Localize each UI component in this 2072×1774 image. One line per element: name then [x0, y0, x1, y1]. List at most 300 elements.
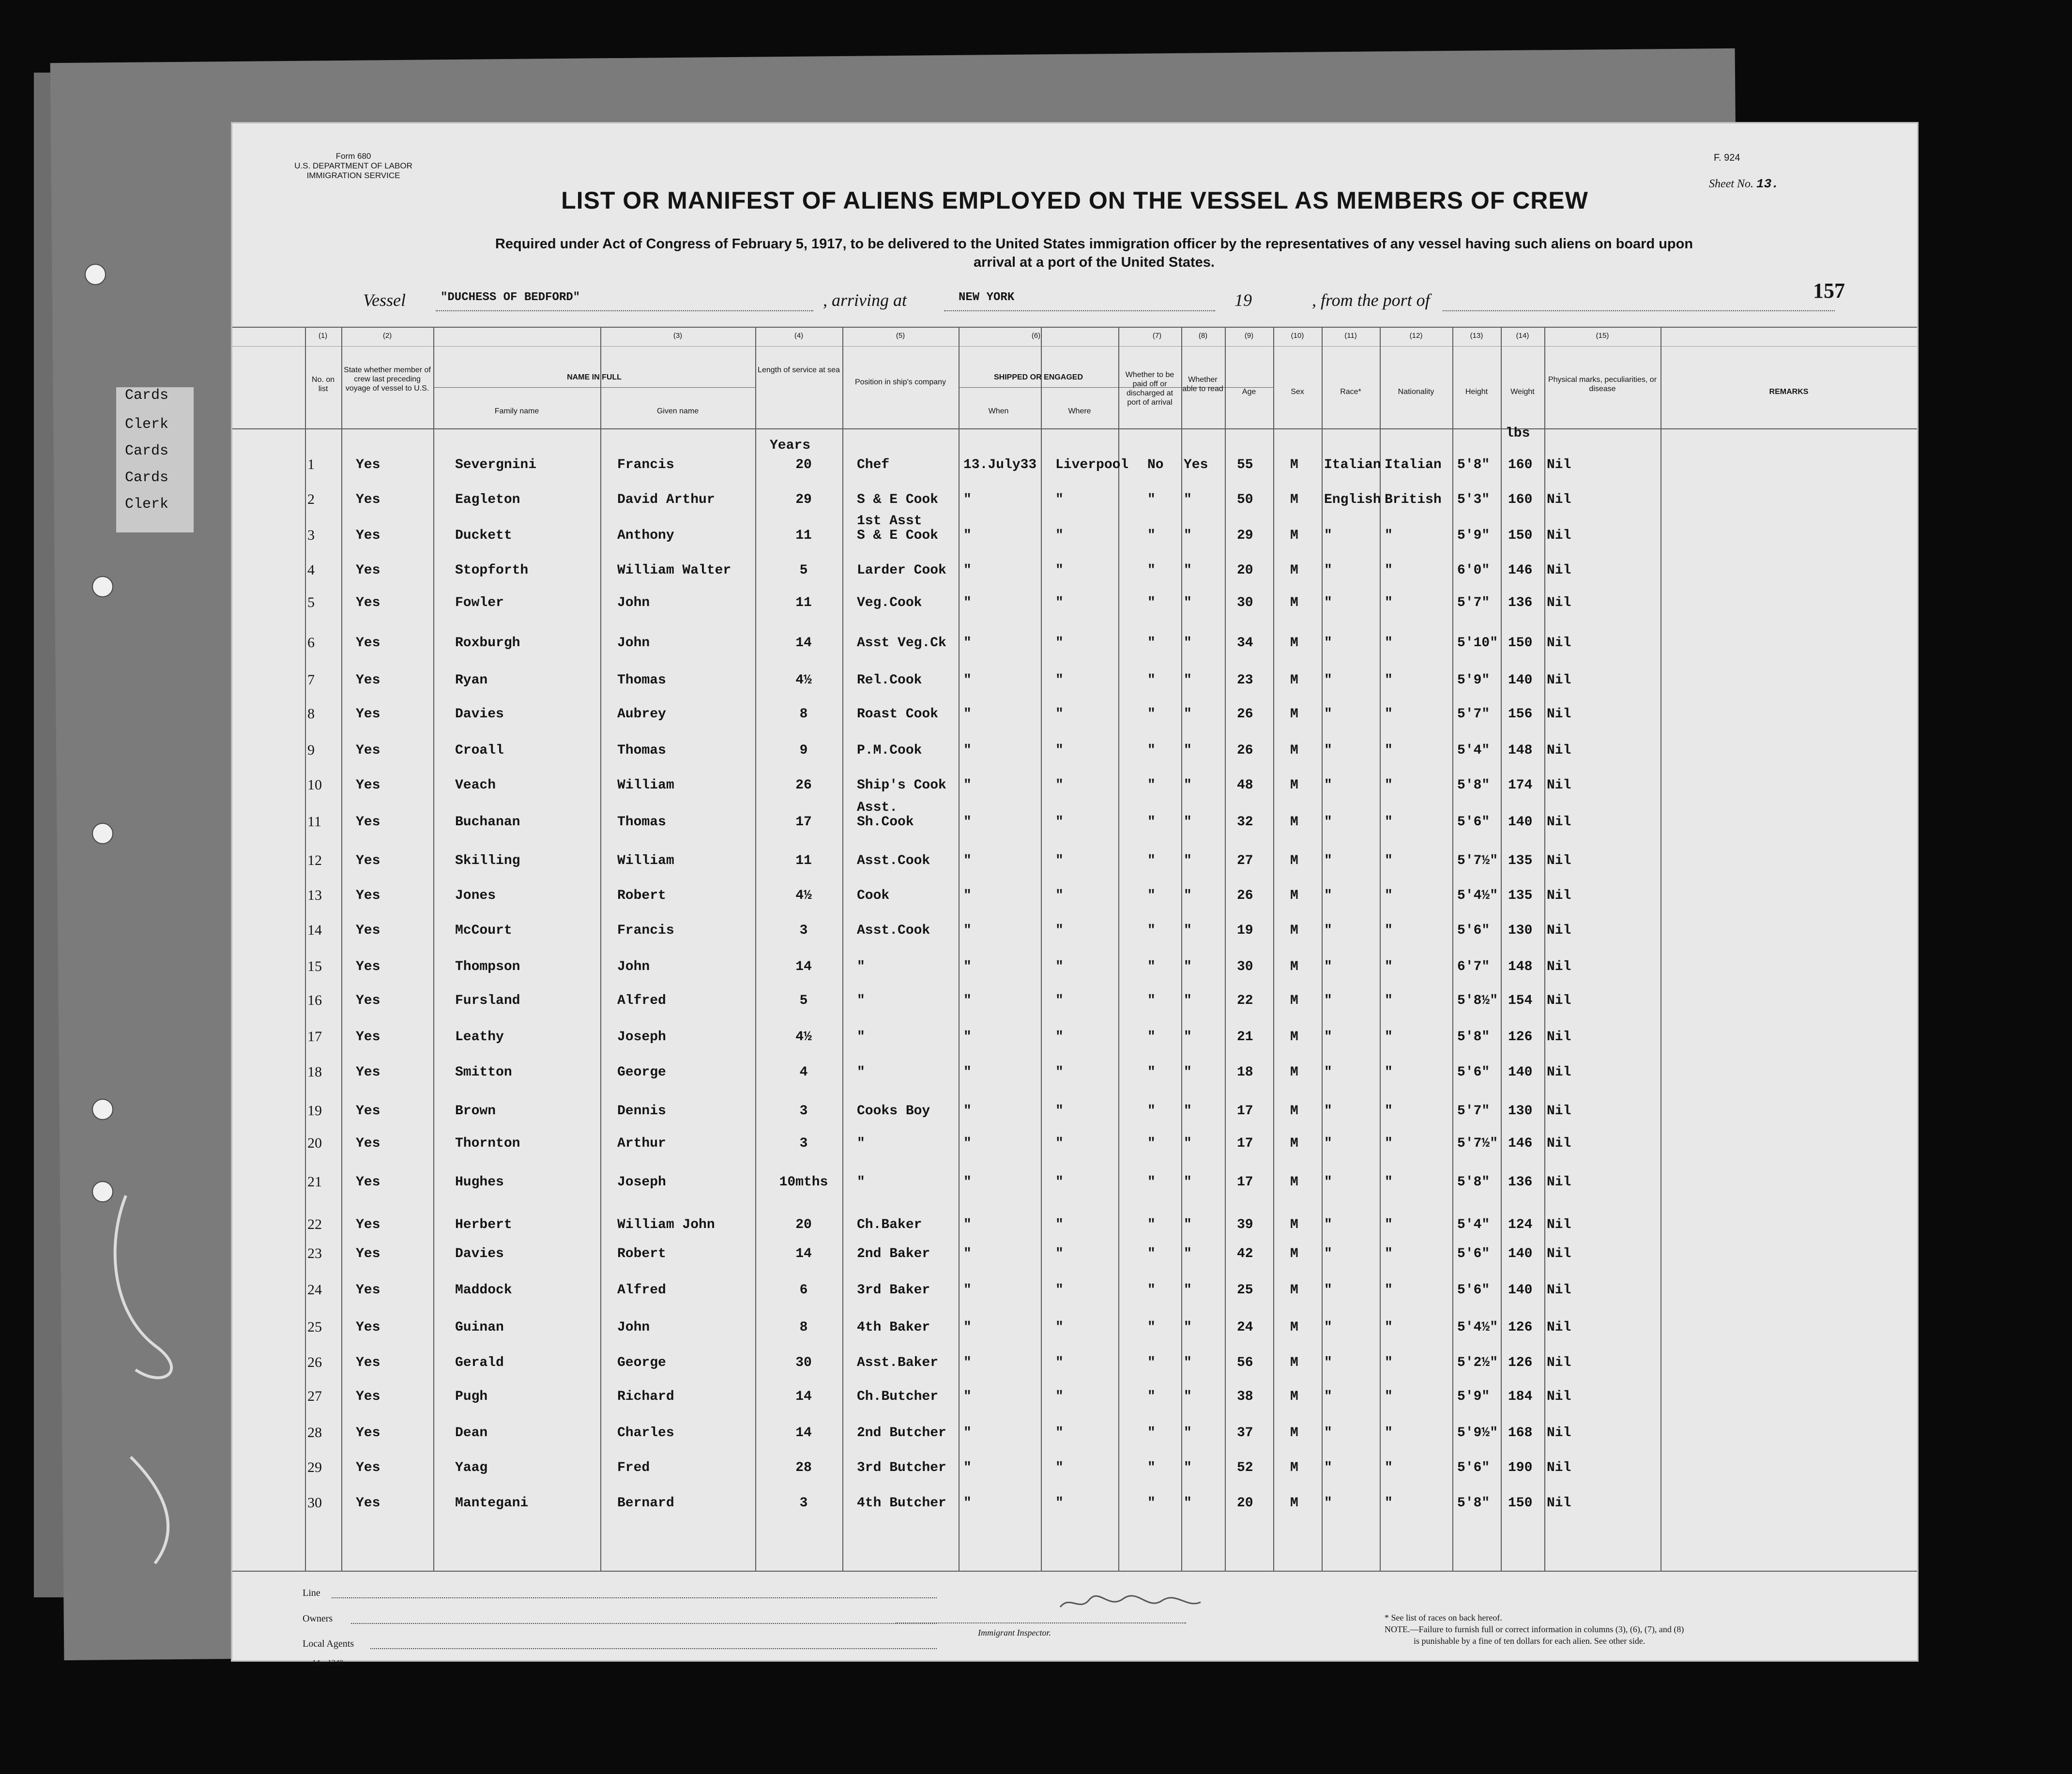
height: 5'8" — [1457, 457, 1490, 472]
row-number: 19 — [307, 1103, 322, 1119]
weight: 150 — [1508, 636, 1533, 651]
height: 5'8" — [1457, 1175, 1490, 1190]
nationality: " — [1385, 743, 1393, 758]
race: " — [1324, 1460, 1332, 1475]
age: 26 — [1237, 888, 1253, 903]
service: IMMIGRATION SERVICE — [306, 171, 400, 180]
height: 5'6" — [1457, 1246, 1490, 1261]
shipped-where: " — [1055, 563, 1064, 578]
row-number: 23 — [307, 1245, 322, 1261]
position: Asst. — [857, 800, 898, 815]
shipped-where: " — [1055, 778, 1064, 793]
able-to-read: " — [1184, 1175, 1192, 1190]
family-name: Pugh — [455, 1389, 488, 1404]
height: 5'9½" — [1457, 1425, 1498, 1440]
service-length: 20 — [795, 1217, 812, 1232]
shipped-where: " — [1055, 1320, 1064, 1335]
shipped-when: " — [963, 1217, 972, 1232]
given-name: William Walter — [617, 563, 731, 578]
family-name: Skilling — [455, 853, 520, 868]
footer-agents-label: Local Agents — [303, 1638, 354, 1649]
position-line-2: S & E Cook — [857, 528, 939, 543]
physical-marks: Nil — [1547, 1496, 1571, 1511]
footer-note-penalty: NOTE.—Failure to furnish full or correct information in columns (3), (6), (7), and (8) — [1385, 1624, 1684, 1634]
paid-off: " — [1147, 673, 1156, 688]
given-name: Bernard — [617, 1496, 674, 1511]
nationality: " — [1385, 993, 1393, 1008]
age: 26 — [1237, 743, 1253, 758]
position: " — [857, 959, 865, 974]
able-to-read: Yes — [1184, 457, 1208, 472]
position: 2nd Baker — [857, 1246, 930, 1261]
service-length: 28 — [795, 1460, 812, 1475]
nationality: " — [1385, 1246, 1393, 1261]
service-length: 29 — [795, 492, 812, 507]
able-to-read: " — [1184, 1389, 1192, 1404]
header-where: Where — [1068, 407, 1091, 415]
nationality: " — [1385, 636, 1393, 651]
position: Cook — [857, 888, 890, 903]
paid-off: " — [1147, 853, 1156, 868]
shipped-where: " — [1055, 853, 1064, 868]
shipped-when: " — [963, 1320, 972, 1335]
row-number: 28 — [307, 1425, 322, 1440]
shipped-when: " — [963, 815, 972, 830]
physical-marks: Nil — [1547, 743, 1571, 758]
shipped-where: " — [1055, 1246, 1064, 1261]
able-to-read: " — [1184, 923, 1192, 938]
shipped-when: " — [963, 673, 972, 688]
service-length: 5 — [799, 993, 808, 1008]
paid-off: " — [1147, 1496, 1156, 1511]
race: " — [1324, 888, 1332, 903]
weight: 146 — [1508, 563, 1533, 578]
family-name: Davies — [455, 707, 504, 722]
weight: 168 — [1508, 1425, 1533, 1440]
age: 42 — [1237, 1246, 1253, 1261]
given-name: Richard — [617, 1389, 674, 1404]
nationality: " — [1385, 1283, 1393, 1298]
nationality: " — [1385, 1355, 1393, 1370]
paid-off: " — [1147, 528, 1156, 543]
paid-off: " — [1147, 778, 1156, 793]
race: " — [1324, 707, 1332, 722]
age: 48 — [1237, 778, 1253, 793]
header-name-in-full: NAME IN FULL — [567, 373, 622, 381]
row-number: 22 — [307, 1216, 322, 1232]
age: 18 — [1237, 1065, 1253, 1080]
able-to-read: " — [1184, 778, 1192, 793]
column-number: (9) — [1244, 332, 1254, 340]
race: " — [1324, 993, 1332, 1008]
paid-off: " — [1147, 1175, 1156, 1190]
age: 39 — [1237, 1217, 1253, 1232]
paid-off: " — [1147, 1460, 1156, 1475]
row-number: 8 — [307, 706, 315, 722]
service-length: 4 — [799, 1065, 808, 1080]
crew-member-flag: Yes — [356, 528, 381, 543]
race: " — [1324, 1246, 1332, 1261]
sex: M — [1290, 1175, 1298, 1190]
physical-marks: Nil — [1547, 815, 1571, 830]
weight: 135 — [1508, 853, 1533, 868]
age: 32 — [1237, 815, 1253, 830]
punch-hole — [85, 264, 106, 285]
age: 22 — [1237, 993, 1253, 1008]
position: Veg.Cook — [857, 595, 922, 610]
vessel-label: Vessel — [363, 290, 406, 310]
paid-off: " — [1147, 1320, 1156, 1335]
age: 19 — [1237, 923, 1253, 938]
family-name: Veach — [455, 778, 496, 793]
family-name: Guinan — [455, 1320, 504, 1335]
service-length: 3 — [799, 1496, 808, 1511]
form-code: 14—1240 — [312, 1659, 343, 1667]
family-name: Ryan — [455, 673, 488, 688]
column-number: (13) — [1470, 332, 1483, 340]
service-length: 30 — [795, 1355, 812, 1370]
able-to-read: " — [1184, 1136, 1192, 1151]
sex: M — [1290, 1425, 1298, 1440]
weight: 140 — [1508, 1246, 1533, 1261]
family-name: Croall — [455, 743, 504, 758]
paid-off: " — [1147, 959, 1156, 974]
weight: 160 — [1508, 492, 1533, 507]
given-name: William — [617, 778, 674, 793]
header-age: Age — [1242, 388, 1256, 396]
nationality: " — [1385, 1217, 1393, 1232]
header-no-on-list: No. on list — [311, 376, 335, 393]
family-name: McCourt — [455, 923, 512, 938]
sex: M — [1290, 1389, 1298, 1404]
weight: 140 — [1508, 673, 1533, 688]
weight: 160 — [1508, 457, 1533, 472]
service-length: 4½ — [795, 888, 812, 903]
form-number: Form 680 — [335, 152, 371, 161]
nationality: " — [1385, 778, 1393, 793]
sex: M — [1290, 595, 1298, 610]
nationality: " — [1385, 1104, 1393, 1119]
paid-off: " — [1147, 707, 1156, 722]
sex: M — [1290, 778, 1298, 793]
nationality: " — [1385, 707, 1393, 722]
given-name: Robert — [617, 1246, 666, 1261]
row-number: 7 — [307, 672, 315, 688]
row-number: 11 — [307, 814, 321, 830]
service-length: 11 — [795, 853, 812, 868]
family-name: Severgnini — [455, 457, 537, 472]
race: " — [1324, 743, 1332, 758]
nationality: " — [1385, 1065, 1393, 1080]
crew-member-flag: Yes — [356, 1283, 381, 1298]
side-card-label: Clerk — [125, 416, 169, 433]
crew-member-flag: Yes — [356, 1425, 381, 1440]
header-shipped-or-engaged: SHIPPED OR ENGAGED — [993, 373, 1083, 381]
service-length: 8 — [799, 1320, 808, 1335]
physical-marks: Nil — [1547, 673, 1571, 688]
service-length: 14 — [795, 636, 812, 651]
given-name: Joseph — [617, 1030, 666, 1045]
sex: M — [1290, 1246, 1298, 1261]
sheet-label: Sheet No. — [1709, 178, 1753, 190]
punch-hole — [92, 823, 113, 844]
position: Ship's Cook — [857, 778, 946, 793]
nationality: " — [1385, 673, 1393, 688]
shipped-where: " — [1055, 743, 1064, 758]
given-name: Robert — [617, 888, 666, 903]
physical-marks: Nil — [1547, 1175, 1571, 1190]
given-name: Francis — [617, 457, 674, 472]
race: " — [1324, 1065, 1332, 1080]
shipped-where: " — [1055, 1104, 1064, 1119]
weight: 130 — [1508, 1104, 1533, 1119]
inspector-signature — [1017, 1590, 1268, 1619]
crew-member-flag: Yes — [356, 1217, 381, 1232]
able-to-read: " — [1184, 888, 1192, 903]
able-to-read: " — [1184, 853, 1192, 868]
able-to-read: " — [1184, 673, 1192, 688]
physical-marks: Nil — [1547, 457, 1571, 472]
given-name: Alfred — [617, 993, 666, 1008]
race: Italian — [1324, 457, 1381, 472]
sheet-number: 13. — [1756, 177, 1779, 191]
nationality: " — [1385, 1320, 1393, 1335]
family-name: Jones — [455, 888, 496, 903]
family-name: Maddock — [455, 1283, 512, 1298]
race: " — [1324, 636, 1332, 651]
nationality: " — [1385, 1425, 1393, 1440]
paid-off: " — [1147, 1217, 1156, 1232]
shipped-where: " — [1055, 492, 1064, 507]
form-title: LIST OR MANIFEST OF ALIENS EMPLOYED ON THE VESSEL AS MEMBERS OF CREW — [561, 187, 1588, 214]
crew-member-flag: Yes — [356, 1030, 381, 1045]
able-to-read: " — [1184, 1425, 1192, 1440]
given-name: Thomas — [617, 673, 666, 688]
row-number: 3 — [307, 527, 315, 543]
crew-member-flag: Yes — [356, 815, 381, 830]
height: 5'9" — [1457, 673, 1490, 688]
weight: 126 — [1508, 1320, 1533, 1335]
age: 20 — [1237, 1496, 1253, 1511]
weight: 190 — [1508, 1460, 1533, 1475]
service-length: 4½ — [795, 673, 812, 688]
sex: M — [1290, 492, 1298, 507]
shipped-when: " — [963, 1104, 972, 1119]
position: Chef — [857, 457, 890, 472]
sex: M — [1290, 1030, 1298, 1045]
given-name: George — [617, 1065, 666, 1080]
physical-marks: Nil — [1547, 1217, 1571, 1232]
column-number: (11) — [1344, 332, 1357, 340]
sex: M — [1290, 815, 1298, 830]
height: 5'6" — [1457, 1283, 1490, 1298]
race: " — [1324, 1425, 1332, 1440]
shipped-when: " — [963, 528, 972, 543]
nationality: " — [1385, 1496, 1393, 1511]
race: " — [1324, 528, 1332, 543]
side-card-label: Cards — [125, 470, 169, 486]
column-number: (6) — [1031, 332, 1041, 340]
paid-off: " — [1147, 743, 1156, 758]
weight: 184 — [1508, 1389, 1533, 1404]
physical-marks: Nil — [1547, 707, 1571, 722]
crew-member-flag: Yes — [356, 1320, 381, 1335]
nationality: " — [1385, 1389, 1393, 1404]
shipped-where: " — [1055, 959, 1064, 974]
family-name: Brown — [455, 1104, 496, 1119]
weight: 126 — [1508, 1355, 1533, 1370]
weight: 140 — [1508, 1065, 1533, 1080]
header-position: Position in ship's company — [854, 378, 946, 386]
race: " — [1324, 563, 1332, 578]
race: " — [1324, 778, 1332, 793]
shipped-when: " — [963, 888, 972, 903]
race: " — [1324, 1496, 1332, 1511]
column-number: (14) — [1516, 332, 1529, 340]
paid-off: " — [1147, 563, 1156, 578]
side-card-label: Cards — [125, 443, 169, 459]
height: 5'7½" — [1457, 1136, 1498, 1151]
service-length: 14 — [795, 959, 812, 974]
age: 34 — [1237, 636, 1253, 651]
given-name: John — [617, 1320, 650, 1335]
shipped-when: " — [963, 1065, 972, 1080]
able-to-read: " — [1184, 1355, 1192, 1370]
physical-marks: Nil — [1547, 1283, 1571, 1298]
weight: 130 — [1508, 923, 1533, 938]
physical-marks: Nil — [1547, 1065, 1571, 1080]
paid-off: " — [1147, 636, 1156, 651]
family-name: Gerald — [455, 1355, 504, 1370]
column-number: (1) — [318, 332, 328, 340]
sex: M — [1290, 993, 1298, 1008]
paid-off: " — [1147, 1030, 1156, 1045]
manifest-sheet — [232, 123, 1917, 1667]
shipped-when: " — [963, 923, 972, 938]
service-length: 14 — [795, 1246, 812, 1261]
weight: 156 — [1508, 707, 1533, 722]
nationality: " — [1385, 959, 1393, 974]
header-paid-off: Whether to be paid off or discharged at port of arrival — [1125, 371, 1174, 407]
age: 50 — [1237, 492, 1253, 507]
nationality: " — [1385, 528, 1393, 543]
sex: M — [1290, 1496, 1298, 1511]
physical-marks: Nil — [1547, 1136, 1571, 1151]
race: " — [1324, 923, 1332, 938]
row-number: 14 — [307, 922, 322, 938]
height: 5'7" — [1457, 1104, 1490, 1119]
nationality: " — [1385, 888, 1393, 903]
physical-marks: Nil — [1547, 595, 1571, 610]
height: 5'6" — [1457, 923, 1490, 938]
height: 5'4½" — [1457, 888, 1498, 903]
paid-off: " — [1147, 1355, 1156, 1370]
position: Roast Cook — [857, 707, 939, 722]
height: 5'6" — [1457, 815, 1490, 830]
service-length: 8 — [799, 707, 808, 722]
shipped-where: " — [1055, 1283, 1064, 1298]
form-subtitle-2: arrival at a port of the United States. — [974, 255, 1215, 270]
sex: M — [1290, 959, 1298, 974]
weight: 140 — [1508, 815, 1533, 830]
height: 5'9" — [1457, 528, 1490, 543]
shipped-where: " — [1055, 1065, 1064, 1080]
row-number: 29 — [307, 1459, 322, 1475]
shipped-where: " — [1055, 707, 1064, 722]
punch-hole — [92, 576, 113, 597]
weight: 154 — [1508, 993, 1533, 1008]
position-line-2: Sh.Cook — [857, 815, 914, 830]
height: 5'7½" — [1457, 853, 1498, 868]
able-to-read: " — [1184, 1246, 1192, 1261]
page-number: 157 — [1813, 279, 1845, 303]
physical-marks: Nil — [1547, 1425, 1571, 1440]
family-name: Duckett — [455, 528, 512, 543]
header-length-of-service: Length of service at sea — [758, 366, 840, 374]
position: " — [857, 1065, 865, 1080]
height: 6'7" — [1457, 959, 1490, 974]
able-to-read: " — [1184, 1065, 1192, 1080]
physical-marks: Nil — [1547, 1104, 1571, 1119]
position: 3rd Baker — [857, 1283, 930, 1298]
service-length: 9 — [799, 743, 808, 758]
crew-member-flag: Yes — [356, 959, 381, 974]
weight: 148 — [1508, 743, 1533, 758]
height: 5'8½" — [1457, 993, 1498, 1008]
height: 5'6" — [1457, 1065, 1490, 1080]
shipped-when: " — [963, 707, 972, 722]
given-name: Anthony — [617, 528, 674, 543]
able-to-read: " — [1184, 1217, 1192, 1232]
row-number: 24 — [307, 1282, 322, 1298]
crew-member-flag: Yes — [356, 1104, 381, 1119]
physical-marks: Nil — [1547, 563, 1571, 578]
given-name: William — [617, 853, 674, 868]
sex: M — [1290, 853, 1298, 868]
able-to-read: " — [1184, 1104, 1192, 1119]
shipped-where: " — [1055, 1389, 1064, 1404]
row-number: 15 — [307, 958, 322, 974]
race: English — [1324, 492, 1381, 507]
header-weight: Weight — [1510, 388, 1535, 396]
column-number: (10) — [1291, 332, 1304, 340]
given-name: Aubrey — [617, 707, 666, 722]
paid-off: " — [1147, 1283, 1156, 1298]
row-number: 18 — [307, 1064, 322, 1080]
nationality: Italian — [1385, 457, 1442, 472]
position: " — [857, 993, 865, 1008]
inspector-label: Immigrant Inspector. — [978, 1628, 1051, 1638]
age: 56 — [1237, 1355, 1253, 1370]
row-number: 21 — [307, 1174, 322, 1190]
header-height: Height — [1465, 388, 1488, 396]
nationality: British — [1385, 492, 1442, 507]
row-number: 17 — [307, 1029, 322, 1045]
paid-off: " — [1147, 492, 1156, 507]
physical-marks: Nil — [1547, 1355, 1571, 1370]
footer-note-races: * See list of races on back hereof. — [1385, 1613, 1502, 1622]
footer-note-penalty-2: is punishable by a fine of ten dollars for each alien. See other side. — [1414, 1636, 1645, 1646]
shipped-where: " — [1055, 1030, 1064, 1045]
height: 5'9" — [1457, 1389, 1490, 1404]
age: 27 — [1237, 853, 1253, 868]
able-to-read: " — [1184, 707, 1192, 722]
shipped-when: " — [963, 636, 972, 651]
paid-off: " — [1147, 1065, 1156, 1080]
sex: M — [1290, 1320, 1298, 1335]
service-length: 14 — [795, 1389, 812, 1404]
physical-marks: Nil — [1547, 993, 1571, 1008]
